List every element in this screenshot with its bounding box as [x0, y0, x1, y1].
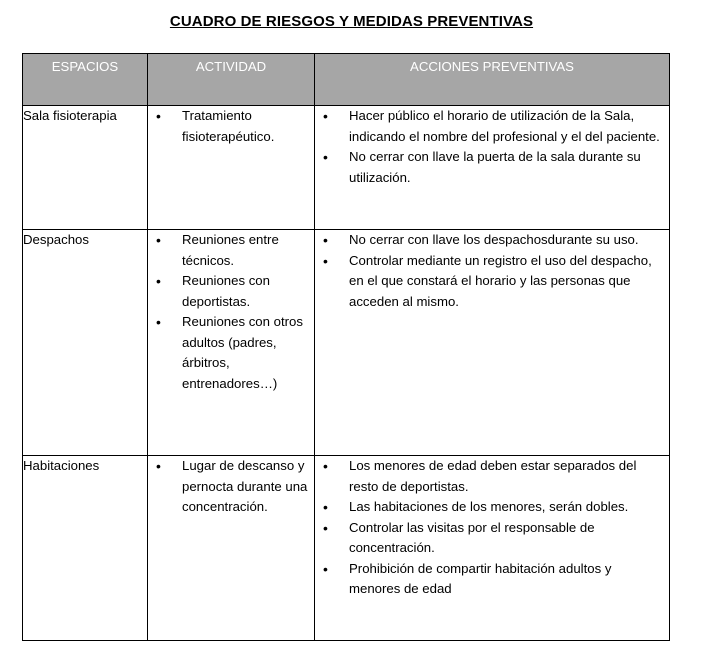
space-cell: Sala fisioterapia	[23, 106, 148, 230]
activity-list	[148, 456, 314, 518]
list-item: • Hacer público el horario de utilización de la Sala, indicando el nombre del profesional y el del paciente.	[315, 106, 669, 147]
list-item: • Controlar mediante un registro el uso del despacho, en el que constará el horario y las personas que acceden al mismo.	[315, 251, 669, 313]
list-item: • Los menores de edad deben estar separados del resto de deportistas.	[315, 456, 669, 497]
actions-cell	[315, 106, 670, 230]
list-item: • No cerrar con llave la puerta de la sala durante su utilización.	[315, 147, 669, 188]
header-preventive-actions: ACCIONES PREVENTIVAS	[315, 54, 670, 106]
activity-cell	[148, 230, 315, 456]
actions-list	[315, 456, 669, 600]
table-row	[23, 456, 670, 641]
list-item: • Tratamiento fisioterapéutico.	[148, 106, 314, 147]
document-title: CUADRO DE RIESGOS Y MEDIDAS PREVENTIVAS	[169, 13, 534, 30]
space-cell: Habitaciones	[23, 456, 148, 641]
actions-list	[315, 106, 669, 188]
activity-cell	[148, 106, 315, 230]
activity-list	[148, 106, 314, 147]
activity-cell	[148, 456, 315, 641]
table-row	[23, 230, 670, 456]
list-item: • Reuniones entre técnicos.	[148, 230, 314, 271]
list-item: • Reuniones con otros adultos (padres, árbitros, entrenadores…)	[148, 312, 314, 394]
list-item: • Lugar de descanso y pernocta durante una concentración.	[148, 456, 314, 518]
activity-list	[148, 230, 314, 394]
list-item: • No cerrar con llave los despachosdurante su uso.	[315, 230, 669, 251]
header-activity: ACTIVIDAD	[148, 54, 315, 106]
actions-cell	[315, 456, 670, 641]
header-spaces: ESPACIOS	[23, 54, 148, 106]
list-item: • Reuniones con deportistas.	[148, 271, 314, 312]
list-item: • Prohibición de compartir habitación adultos y menores de edad	[315, 559, 669, 600]
table-row	[23, 106, 670, 230]
table-header-row	[23, 54, 670, 106]
actions-cell	[315, 230, 670, 456]
list-item: • Controlar las visitas por el responsable de concentración.	[315, 518, 669, 559]
risk-measures-table	[22, 53, 670, 641]
space-cell: Despachos	[23, 230, 148, 456]
actions-list	[315, 230, 669, 312]
list-item: • Las habitaciones de los menores, serán dobles.	[315, 497, 669, 518]
